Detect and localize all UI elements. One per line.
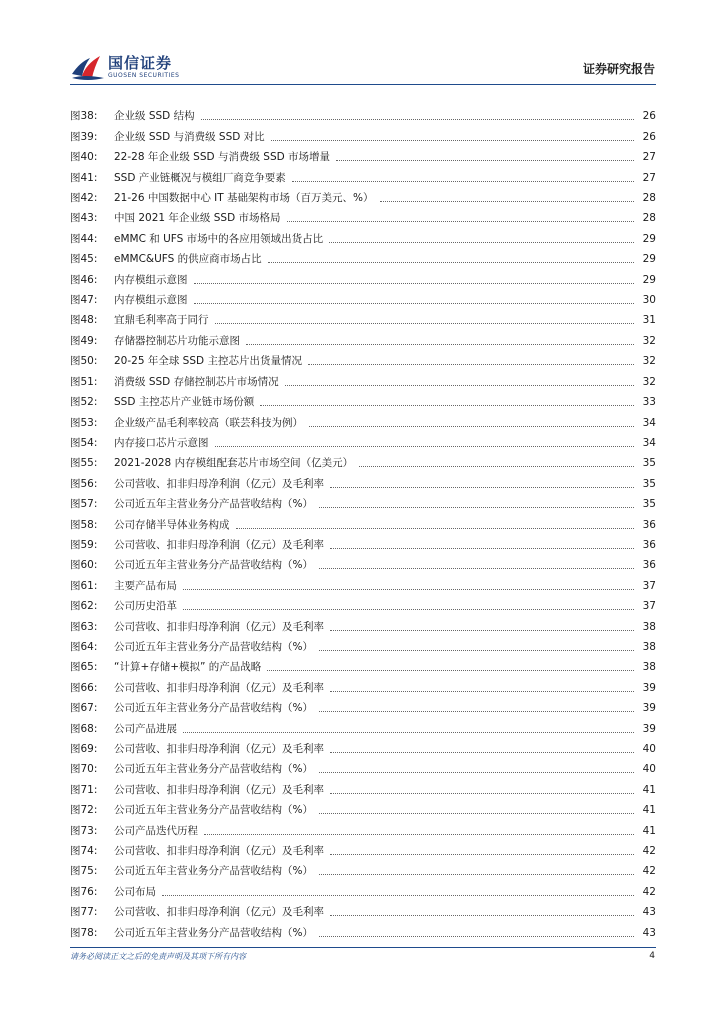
toc-dot-leader xyxy=(330,487,634,488)
toc-figure-title: 公司近五年主营业务分产品营收结构（%） xyxy=(114,498,313,511)
toc-figure-number: 图65: xyxy=(70,661,98,674)
toc-figure-number: 图49: xyxy=(70,334,98,347)
toc-page-number: 40 xyxy=(642,743,656,755)
toc-figure-title: 公司营收、扣非归母净利润（亿元）及毛利率 xyxy=(114,477,324,490)
toc-dot-leader xyxy=(359,466,634,467)
toc-page-number: 42 xyxy=(642,865,656,878)
toc-dot-leader xyxy=(308,364,634,365)
toc-figure-number: 图41: xyxy=(70,171,98,184)
toc-figure-number: 图54: xyxy=(70,436,98,449)
header-divider xyxy=(70,84,656,85)
toc-page-number: 39 xyxy=(642,702,656,715)
toc-page-number: 33 xyxy=(642,396,656,409)
toc-dot-leader xyxy=(319,772,634,773)
toc-figure-number: 图48: xyxy=(70,314,98,327)
toc-page-number: 41 xyxy=(642,824,656,837)
toc-page-number: 42 xyxy=(642,845,656,858)
toc-figure-title: eMMC&UFS 的供应商市场占比 xyxy=(114,253,262,266)
toc-figure-number: 图47: xyxy=(70,294,98,307)
toc-page-number: 40 xyxy=(642,763,656,776)
toc-figure-title: 公司营收、扣非归母净利润（亿元）及毛利率 xyxy=(114,906,324,919)
toc-figure-number: 图42: xyxy=(70,192,98,205)
toc-figure-title: 公司近五年主营业务分产品营收结构（%） xyxy=(114,559,313,572)
toc-figure-title: 公司近五年主营业务分产品营收结构（%） xyxy=(114,865,313,878)
toc-page-number: 42 xyxy=(642,885,656,898)
toc-dot-leader xyxy=(309,426,634,427)
toc-entry[interactable] xyxy=(70,756,656,776)
toc-figure-number: 图38: xyxy=(70,110,98,123)
toc-figure-title: 公司近五年主营业务分产品营收结构（%） xyxy=(114,763,313,776)
toc-entry[interactable] xyxy=(70,348,656,368)
toc-figure-title: 公司近五年主营业务分产品营收结构（%） xyxy=(114,640,313,653)
toc-page-number: 26 xyxy=(642,130,656,143)
disclaimer-note: 请务必阅读正文之后的免责声明及其项下所有内容 xyxy=(70,952,246,961)
toc-figure-number: 图62: xyxy=(70,600,98,613)
toc-entry[interactable] xyxy=(70,776,656,796)
toc-figure-title: 消费级 SSD 存储控制芯片市场情况 xyxy=(114,375,279,388)
toc-page-number: 37 xyxy=(642,579,656,592)
toc-entry[interactable] xyxy=(70,899,656,919)
logo-mark-icon xyxy=(70,52,106,84)
toc-figure-title: 公司产品进展 xyxy=(114,722,177,735)
toc-entry[interactable] xyxy=(70,736,656,756)
toc-page-number: 38 xyxy=(642,661,656,674)
toc-dot-leader xyxy=(236,528,635,529)
toc-figure-title: SSD 产业链概况与模组厂商竞争要素 xyxy=(114,171,286,184)
toc-dot-leader xyxy=(287,221,635,222)
toc-page-number: 34 xyxy=(642,436,656,449)
toc-figure-number: 图71: xyxy=(70,783,98,796)
toc-figure-title: eMMC 和 UFS 市场中的各应用领域出货占比 xyxy=(114,232,324,245)
toc-figure-title: 内存模组示意图 xyxy=(114,294,188,307)
toc-dot-leader xyxy=(268,262,634,263)
toc-dot-leader xyxy=(319,936,634,937)
toc-dot-leader xyxy=(260,405,634,406)
toc-entry[interactable] xyxy=(70,225,656,245)
company-logo xyxy=(70,52,198,84)
toc-dot-leader xyxy=(319,507,634,508)
toc-dot-leader xyxy=(319,568,634,569)
toc-page-number: 29 xyxy=(642,253,656,266)
toc-figure-title: 公司营收、扣非归母净利润（亿元）及毛利率 xyxy=(114,681,324,694)
toc-entry[interactable] xyxy=(70,327,656,347)
toc-dot-leader xyxy=(336,160,634,161)
toc-page-number: 39 xyxy=(642,681,656,694)
toc-figure-number: 图51: xyxy=(70,375,98,388)
toc-page-number: 32 xyxy=(642,334,656,347)
toc-figure-title: 内存模组示意图 xyxy=(114,273,188,286)
toc-page-number: 35 xyxy=(642,477,656,490)
toc-figure-number: 图72: xyxy=(70,804,98,817)
toc-figure-number: 图46: xyxy=(70,273,98,286)
toc-entry[interactable] xyxy=(70,552,656,572)
toc-figure-title: 20-25 年全球 SSD 主控芯片出货量情况 xyxy=(114,355,302,368)
toc-entry[interactable] xyxy=(70,532,656,552)
toc-dot-leader xyxy=(285,385,634,386)
toc-figure-number: 图70: xyxy=(70,763,98,776)
toc-entry[interactable] xyxy=(70,858,656,878)
toc-page-number: 29 xyxy=(642,273,656,286)
toc-dot-leader xyxy=(201,119,634,120)
toc-dot-leader xyxy=(380,201,634,202)
toc-dot-leader xyxy=(330,793,634,794)
toc-dot-leader xyxy=(319,874,634,875)
toc-entry[interactable] xyxy=(70,878,656,898)
toc-entry[interactable] xyxy=(70,470,656,490)
toc-entry[interactable] xyxy=(70,144,656,164)
toc-figure-title: 公司营收、扣非归母净利润（亿元）及毛利率 xyxy=(114,783,324,796)
toc-entry[interactable] xyxy=(70,123,656,143)
toc-entry[interactable] xyxy=(70,715,656,735)
toc-figure-number: 图44: xyxy=(70,232,98,245)
toc-entry[interactable] xyxy=(70,613,656,633)
toc-dot-leader xyxy=(183,609,634,610)
toc-figure-title: 21-26 中国数据中心 IT 基础架构市场（百万美元、%） xyxy=(114,192,374,205)
toc-figure-title: 企业级 SSD 与消费级 SSD 对比 xyxy=(114,130,265,143)
toc-page-number: 38 xyxy=(642,640,656,653)
toc-dot-leader xyxy=(329,242,634,243)
toc-page-number: 38 xyxy=(642,620,656,633)
toc-figure-number: 图58: xyxy=(70,518,98,531)
toc-dot-leader xyxy=(204,834,634,835)
logo-text-en: GUOSEN SECURITIES xyxy=(108,72,180,79)
toc-figure-title: 内存接口芯片示意图 xyxy=(114,436,209,449)
toc-figure-number: 图69: xyxy=(70,743,98,755)
toc-page-number: 36 xyxy=(642,518,656,531)
toc-figure-title: 公司产品迭代历程 xyxy=(114,824,198,837)
toc-figure-number: 图75: xyxy=(70,865,98,878)
toc-figure-title: 公司存储半导体业务构成 xyxy=(114,518,230,531)
footer-divider xyxy=(70,947,656,948)
toc-figure-title: 公司近五年主营业务分产品营收结构（%） xyxy=(114,702,313,715)
toc-entry[interactable] xyxy=(70,491,656,511)
toc-figure-number: 图66: xyxy=(70,681,98,694)
toc-figure-number: 图57: xyxy=(70,498,98,511)
toc-entry[interactable] xyxy=(70,450,656,470)
toc-figure-number: 图78: xyxy=(70,926,98,939)
toc-figure-number: 图56: xyxy=(70,477,98,490)
toc-entry[interactable] xyxy=(70,430,656,450)
toc-page-number: 34 xyxy=(642,416,656,429)
toc-entry[interactable] xyxy=(70,817,656,837)
figure-table-of-contents xyxy=(70,103,656,940)
toc-page-number: 32 xyxy=(642,375,656,388)
toc-page-number: 37 xyxy=(642,600,656,613)
toc-page-number: 28 xyxy=(642,192,656,205)
toc-dot-leader xyxy=(319,650,634,651)
toc-dot-leader xyxy=(215,323,635,324)
toc-page-number: 36 xyxy=(642,538,656,551)
toc-page-number: 26 xyxy=(642,110,656,123)
toc-figure-number: 图63: xyxy=(70,620,98,633)
toc-figure-title: 公司布局 xyxy=(114,885,156,898)
toc-figure-title: 公司近五年主营业务分产品营收结构（%） xyxy=(114,804,313,817)
toc-entry[interactable] xyxy=(70,307,656,327)
toc-figure-number: 图77: xyxy=(70,906,98,919)
toc-page-number: 41 xyxy=(642,783,656,796)
toc-figure-title: 公司营收、扣非归母净利润（亿元）及毛利率 xyxy=(114,538,324,551)
toc-figure-title: 22-28 年企业级 SSD 与消费级 SSD 市场增量 xyxy=(114,151,331,164)
toc-entry[interactable] xyxy=(70,246,656,266)
toc-figure-title: 公司营收、扣非归母净利润（亿元）及毛利率 xyxy=(114,620,324,633)
toc-dot-leader xyxy=(330,752,634,753)
toc-page-number: 29 xyxy=(642,232,656,245)
page-number: 4 xyxy=(649,951,655,961)
toc-page-number: 32 xyxy=(642,355,656,368)
toc-entry[interactable] xyxy=(70,511,656,531)
toc-dot-leader xyxy=(267,670,634,671)
toc-figure-number: 图55: xyxy=(70,457,98,470)
toc-figure-title: 主要产品布局 xyxy=(114,579,177,592)
toc-figure-title: SSD 主控芯片产业链市场份额 xyxy=(114,396,255,409)
page-header xyxy=(0,0,724,92)
toc-entry[interactable] xyxy=(70,368,656,388)
toc-page-number: 27 xyxy=(642,151,656,164)
toc-figure-number: 图61: xyxy=(70,579,98,592)
toc-entry[interactable] xyxy=(70,593,656,613)
toc-figure-title: 企业级 SSD 结构 xyxy=(114,110,195,123)
logo-text-cn: 国信证券 xyxy=(108,54,173,72)
toc-entry[interactable] xyxy=(70,185,656,205)
toc-figure-number: 图64: xyxy=(70,640,98,653)
toc-figure-number: 图76: xyxy=(70,885,98,898)
toc-figure-number: 图59: xyxy=(70,538,98,551)
toc-figure-number: 图53: xyxy=(70,416,98,429)
toc-page-number: 36 xyxy=(642,559,656,572)
toc-page-number: 27 xyxy=(642,171,656,184)
toc-figure-title: 公司历史沿革 xyxy=(114,600,177,613)
toc-dot-leader xyxy=(162,895,634,896)
report-type-label: 证券研究报告 xyxy=(582,62,655,76)
toc-figure-number: 图52: xyxy=(70,396,98,409)
toc-figure-title: 中国 2021 年企业级 SSD 市场格局 xyxy=(114,212,281,225)
toc-figure-title: 公司营收、扣非归母净利润（亿元）及毛利率 xyxy=(114,845,324,858)
toc-dot-leader xyxy=(246,344,634,345)
toc-figure-title: 公司营收、扣非归母净利润（亿元）及毛利率 xyxy=(114,743,324,755)
toc-figure-number: 图74: xyxy=(70,845,98,858)
toc-figure-title: 存储器控制芯片功能示意图 xyxy=(114,334,240,347)
toc-dot-leader xyxy=(292,181,634,182)
toc-page-number: 41 xyxy=(642,804,656,817)
toc-entry[interactable] xyxy=(70,287,656,307)
toc-entry[interactable] xyxy=(70,674,656,694)
toc-entry[interactable] xyxy=(70,572,656,592)
toc-dot-leader xyxy=(183,732,634,733)
toc-figure-title: 公司近五年主营业务分产品营收结构（%） xyxy=(114,926,313,939)
toc-entry[interactable] xyxy=(70,797,656,817)
toc-figure-number: 图40: xyxy=(70,151,98,164)
toc-figure-number: 图43: xyxy=(70,212,98,225)
toc-page-number: 28 xyxy=(642,212,656,225)
toc-entry[interactable] xyxy=(70,838,656,858)
toc-figure-title: 宜鼎毛利率高于同行 xyxy=(114,314,209,327)
toc-page-number: 35 xyxy=(642,498,656,511)
toc-figure-title: “计算+存储+模拟” 的产品战略 xyxy=(114,661,262,674)
toc-entry[interactable] xyxy=(70,695,656,715)
toc-entry[interactable] xyxy=(70,389,656,409)
toc-dot-leader xyxy=(183,589,634,590)
toc-entry[interactable] xyxy=(70,164,656,184)
toc-page-number: 43 xyxy=(642,926,656,939)
toc-dot-leader xyxy=(271,140,634,141)
toc-dot-leader xyxy=(330,691,634,692)
toc-page-number: 39 xyxy=(642,722,656,735)
toc-figure-title: 2021-2028 内存模组配套芯片市场空间（亿美元） xyxy=(114,457,354,470)
toc-entry[interactable] xyxy=(70,103,656,123)
toc-dot-leader xyxy=(330,915,634,916)
toc-figure-number: 图67: xyxy=(70,702,98,715)
toc-figure-number: 图60: xyxy=(70,559,98,572)
toc-dot-leader xyxy=(330,854,634,855)
toc-figure-title: 企业级产品毛利率较高（联芸科技为例） xyxy=(114,416,303,429)
toc-entry[interactable] xyxy=(70,266,656,286)
toc-dot-leader xyxy=(194,283,635,284)
toc-figure-number: 图73: xyxy=(70,824,98,837)
toc-entry[interactable] xyxy=(70,634,656,654)
toc-dot-leader xyxy=(215,446,635,447)
toc-dot-leader xyxy=(319,813,634,814)
toc-figure-number: 图68: xyxy=(70,722,98,735)
toc-page-number: 30 xyxy=(642,294,656,307)
toc-dot-leader xyxy=(194,303,635,304)
toc-dot-leader xyxy=(330,548,634,549)
toc-figure-number: 图39: xyxy=(70,130,98,143)
toc-dot-leader xyxy=(319,711,634,712)
toc-page-number: 31 xyxy=(642,314,656,327)
toc-page-number: 43 xyxy=(642,906,656,919)
toc-entry[interactable] xyxy=(70,409,656,429)
toc-figure-number: 图50: xyxy=(70,355,98,368)
toc-entry[interactable] xyxy=(70,654,656,674)
toc-entry[interactable] xyxy=(70,919,656,939)
toc-page-number: 35 xyxy=(642,457,656,470)
toc-entry[interactable] xyxy=(70,205,656,225)
toc-figure-number: 图45: xyxy=(70,253,98,266)
toc-dot-leader xyxy=(330,630,634,631)
